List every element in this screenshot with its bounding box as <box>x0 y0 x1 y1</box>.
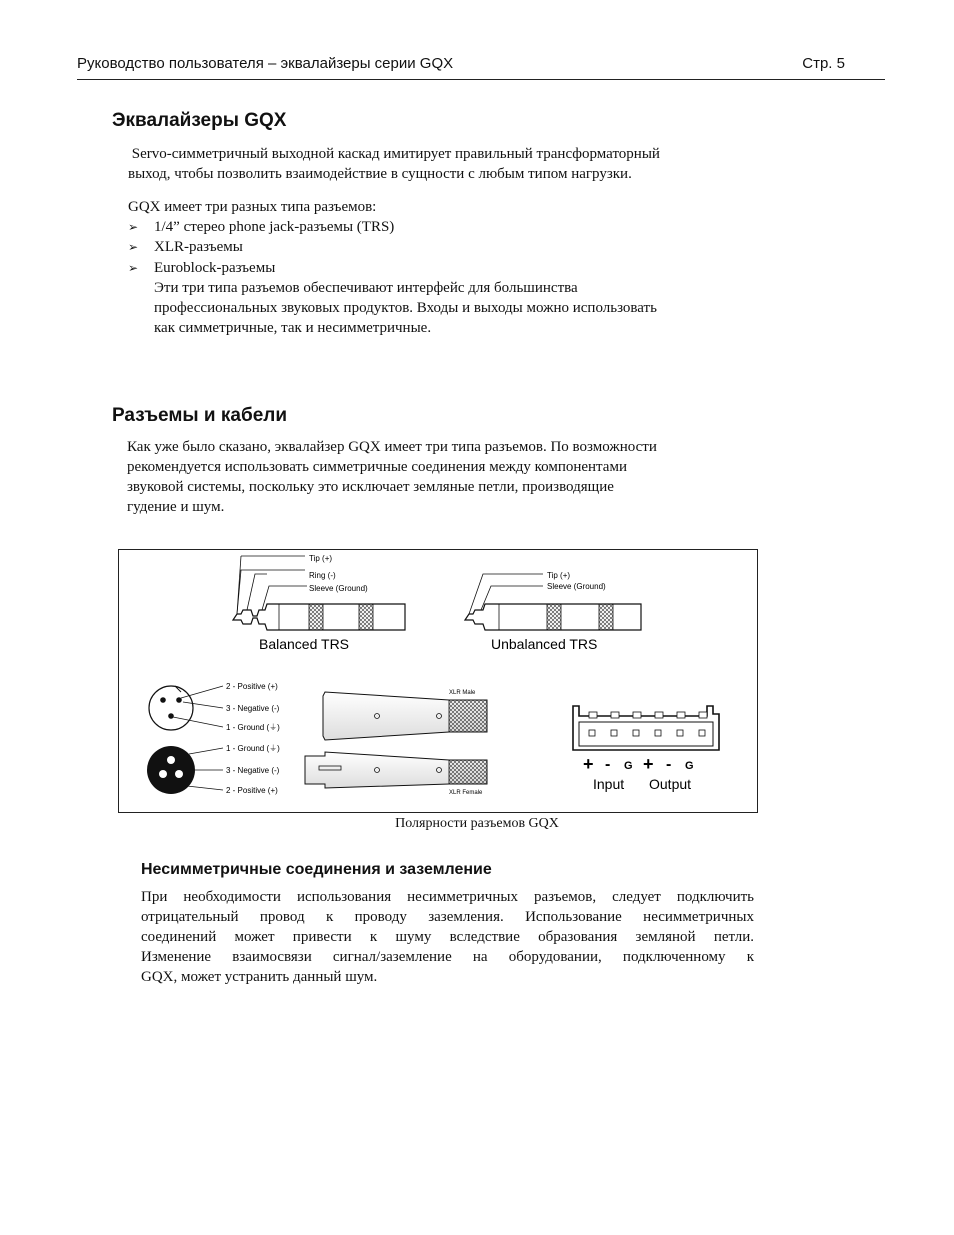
note-line: как симметричные, так и несимметричные. <box>154 320 432 336</box>
xlr-female-pin-label: 1 - Ground (⏚) <box>226 744 280 753</box>
paragraph-line: GQX, может устранить данный шум. <box>141 969 378 985</box>
note-line: Эти три типа разъемов обеспечивают интерфейс для большинства <box>154 280 578 296</box>
section-heading-unbalanced: Несимметричные соединения и заземление <box>141 861 492 878</box>
unbalanced-sleeve-label: Sleeve (Ground) <box>547 582 606 591</box>
xlr-female-plug <box>305 752 487 788</box>
list-item <box>128 217 394 237</box>
euro-input-label: Input <box>593 776 625 792</box>
paragraph-line: соединений может привести к шуму вследствие образования земляной петли. <box>141 929 754 945</box>
euro-pin-symbol: G <box>685 760 694 772</box>
list-item <box>128 237 243 257</box>
xlr-male-label: XLR Male <box>449 690 476 696</box>
euroblock-connector <box>573 706 719 750</box>
xlr-female-pin-label: 3 - Negative (-) <box>226 766 280 775</box>
list-item-text: Euroblock-разъемы <box>154 260 276 276</box>
list-item-text: 1/4” стерео phone jack-разъемы (TRS) <box>154 219 395 235</box>
page-number: Стр. 5 <box>802 55 845 72</box>
xlr-female-pin-label: 2 - Positive (+) <box>226 786 278 795</box>
arrow-bullet-icon: ➢ <box>128 240 139 254</box>
xlr-male-face <box>149 686 223 730</box>
euro-pin-symbol: + <box>583 754 594 774</box>
unbalanced-trs-label: Unbalanced TRS <box>491 636 598 652</box>
intro-line: Servo-симметричный выходной каскад имитирует правильный трансформаторный <box>128 146 660 162</box>
euro-pin-symbol: + <box>643 754 654 774</box>
xlr-male-plug <box>323 692 487 740</box>
xlr-male-pin-label: 1 - Ground (⏚) <box>226 723 280 732</box>
euro-output-label: Output <box>649 776 692 792</box>
paragraph-line: гудение и шум. <box>127 499 225 515</box>
paragraph-line: При необходимости использования несимметричных разъемов, следует подключить <box>141 889 754 905</box>
unbalanced-tip-label: Tip (+) <box>547 571 571 580</box>
arrow-bullet-icon: ➢ <box>128 261 139 275</box>
paragraph-line: рекомендуется использовать симметричные соединения между компонентами <box>127 459 627 475</box>
connector-diagram <box>119 550 759 814</box>
arrow-bullet-icon: ➢ <box>128 220 139 234</box>
header-title: Руководство пользователя – эквалайзеры серии GQX <box>77 55 454 72</box>
intro-line: выход, чтобы позволить взаимодействие в сущности с любым типом нагрузки. <box>128 166 632 182</box>
euro-pin-symbol: G <box>624 760 633 772</box>
xlr-male-pin-label: 2 - Positive (+) <box>226 682 278 691</box>
euro-pin-symbol: - <box>605 756 611 773</box>
section-heading-connectors: Разъемы и кабели <box>112 405 288 426</box>
list-item-text: XLR-разъемы <box>154 239 243 255</box>
paragraph-line: Изменение взаимосвязи сигнал/заземление на оборудовании, подключенному к <box>141 949 754 965</box>
note-line: профессиональных звуковых продуктов. Входы и выходы можно использовать <box>154 300 657 316</box>
balanced-trs-label: Balanced TRS <box>259 636 350 652</box>
list-item <box>128 258 275 278</box>
page-header <box>77 55 885 80</box>
trs-tip-label: Tip (+) <box>309 554 333 563</box>
connector-polarity-figure <box>118 549 758 813</box>
figure-caption: Полярности разъемов GQX <box>395 816 559 831</box>
unbalanced-paragraph <box>141 887 754 987</box>
xlr-male-pin-label: 3 - Negative (-) <box>226 704 280 713</box>
paragraph-line: Как уже было сказано, эквалайзер GQX имеет три типа разъемов. По возможности <box>127 439 657 455</box>
connectors-paragraph <box>127 437 707 517</box>
trs-ring-label: Ring (-) <box>309 571 336 580</box>
paragraph-line: отрицательный провод к проводу заземления. Использование несимметричных <box>141 909 754 925</box>
bullet-note <box>154 278 657 338</box>
paragraph-line: звуковой системы, поскольку это исключает земляные петли, производящие <box>127 479 614 495</box>
xlr-female-label: XLR Female <box>449 790 483 796</box>
types-intro: GQX имеет три разных типа разъемов: <box>128 199 377 215</box>
euro-pin-symbol: - <box>666 756 672 773</box>
trs-sleeve-label: Sleeve (Ground) <box>309 584 368 593</box>
intro-paragraph <box>128 144 660 184</box>
section-heading-gqx: Эквалайзеры GQX <box>112 110 287 131</box>
xlr-female-face <box>147 746 223 794</box>
